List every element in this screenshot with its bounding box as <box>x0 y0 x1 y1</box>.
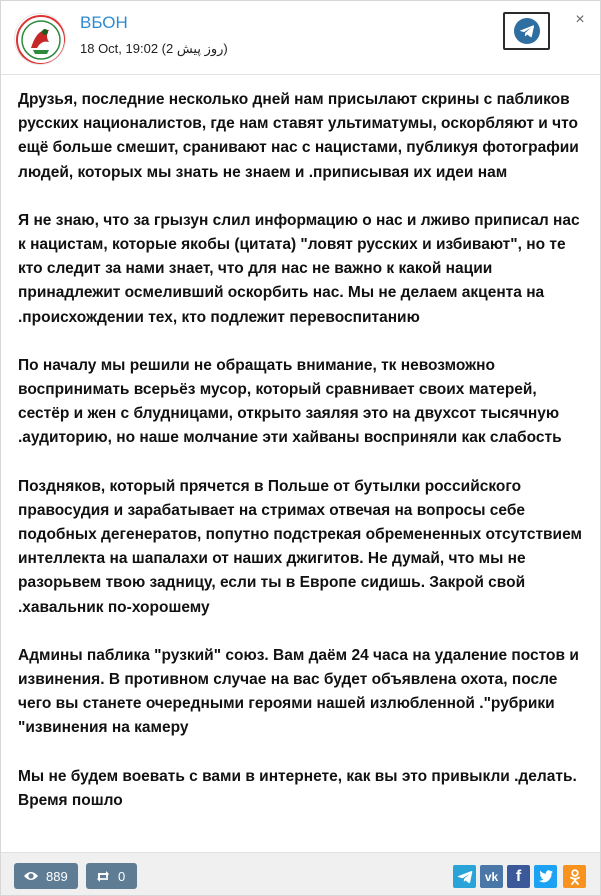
channel-name[interactable]: ВБОН <box>80 13 128 32</box>
share-odnoklassniki-icon[interactable] <box>563 865 586 888</box>
share-vk-icon[interactable]: vk <box>480 865 503 888</box>
share-twitter-icon[interactable] <box>534 865 557 888</box>
views-button[interactable] <box>14 863 78 889</box>
telegram-button[interactable] <box>503 12 550 50</box>
close-icon[interactable]: × <box>575 11 585 28</box>
share-facebook-icon[interactable]: f <box>507 865 530 888</box>
post-paragraph: Мы не будем воевать с вами в интернете, как вы это привыкли .делать. Время пошло <box>18 767 577 809</box>
post-date: 18 Oct, 19:02 (2 روز پیش) <box>80 41 228 56</box>
telegram-icon <box>514 18 540 44</box>
post-paragraph: Админы паблика "рузкий" союз. Вам даём 24 часа на удаление постов и извинения. В противном случае на вас будет объявлена охота, после чего вы станете очередными героями нашей излюбленной ."рубрики "извинения на камеру <box>18 646 579 737</box>
share-telegram-icon[interactable] <box>453 865 476 888</box>
eye-icon <box>23 870 39 882</box>
repost-icon <box>95 870 111 883</box>
post-header <box>1 1 600 75</box>
channel-avatar[interactable] <box>14 13 66 65</box>
post-paragraph: Я не знаю, что за грызун слил информацию о нас и лживо приписал нас к нацистам, которые якобы (цитата) "ловят русских и избивают", но те кто следит за нами знает, что для нас не важно к какой нации принадлежит осмеливший оскорбить нас. Мы не делаем акцента на .происхождении тех, кто подлежит перевоспитанию <box>18 211 580 326</box>
post-paragraph: По началу мы решили не обращать внимание, тк невозможно воспринимать всерьёз мусор, который сравнивает своих матерей, сестёр и жен с блудницами, открыто заяляя это на двухсот тысячную .аудиторию, но наше молчание эти хайваны восприняли как слабость <box>18 356 562 447</box>
views-count: 889 <box>46 868 68 884</box>
repost-button[interactable] <box>86 863 137 889</box>
post-footer <box>1 852 600 895</box>
emblem-icon <box>15 14 66 65</box>
post-body <box>18 88 588 837</box>
post-paragraph: Поздняков, который прячется в Польше от бутылки российского правосудия и зарабатывает на стримах отвечая на вопросы себе подобных дегенератов, попутно подстрекая обремененных отсутствием интеллекта на шапалахи от наших джигитов. Не думай, что мы не разорьвем твою задницу, если ты в Европе сидишь. Закрой свой .хавальник по-хорошему <box>18 477 582 616</box>
repost-count: 0 <box>118 868 126 884</box>
post-paragraph: Друзья, последние несколько дней нам присылают скрины с пабликов русских националистов, где нам ставят ультиматумы, оскорбляют и что ещё больше смешит, сранивают нас с нацистами, публикуя фотографии людей, которых мы знать не знаем и .приписывая их идеи нам <box>18 91 579 181</box>
